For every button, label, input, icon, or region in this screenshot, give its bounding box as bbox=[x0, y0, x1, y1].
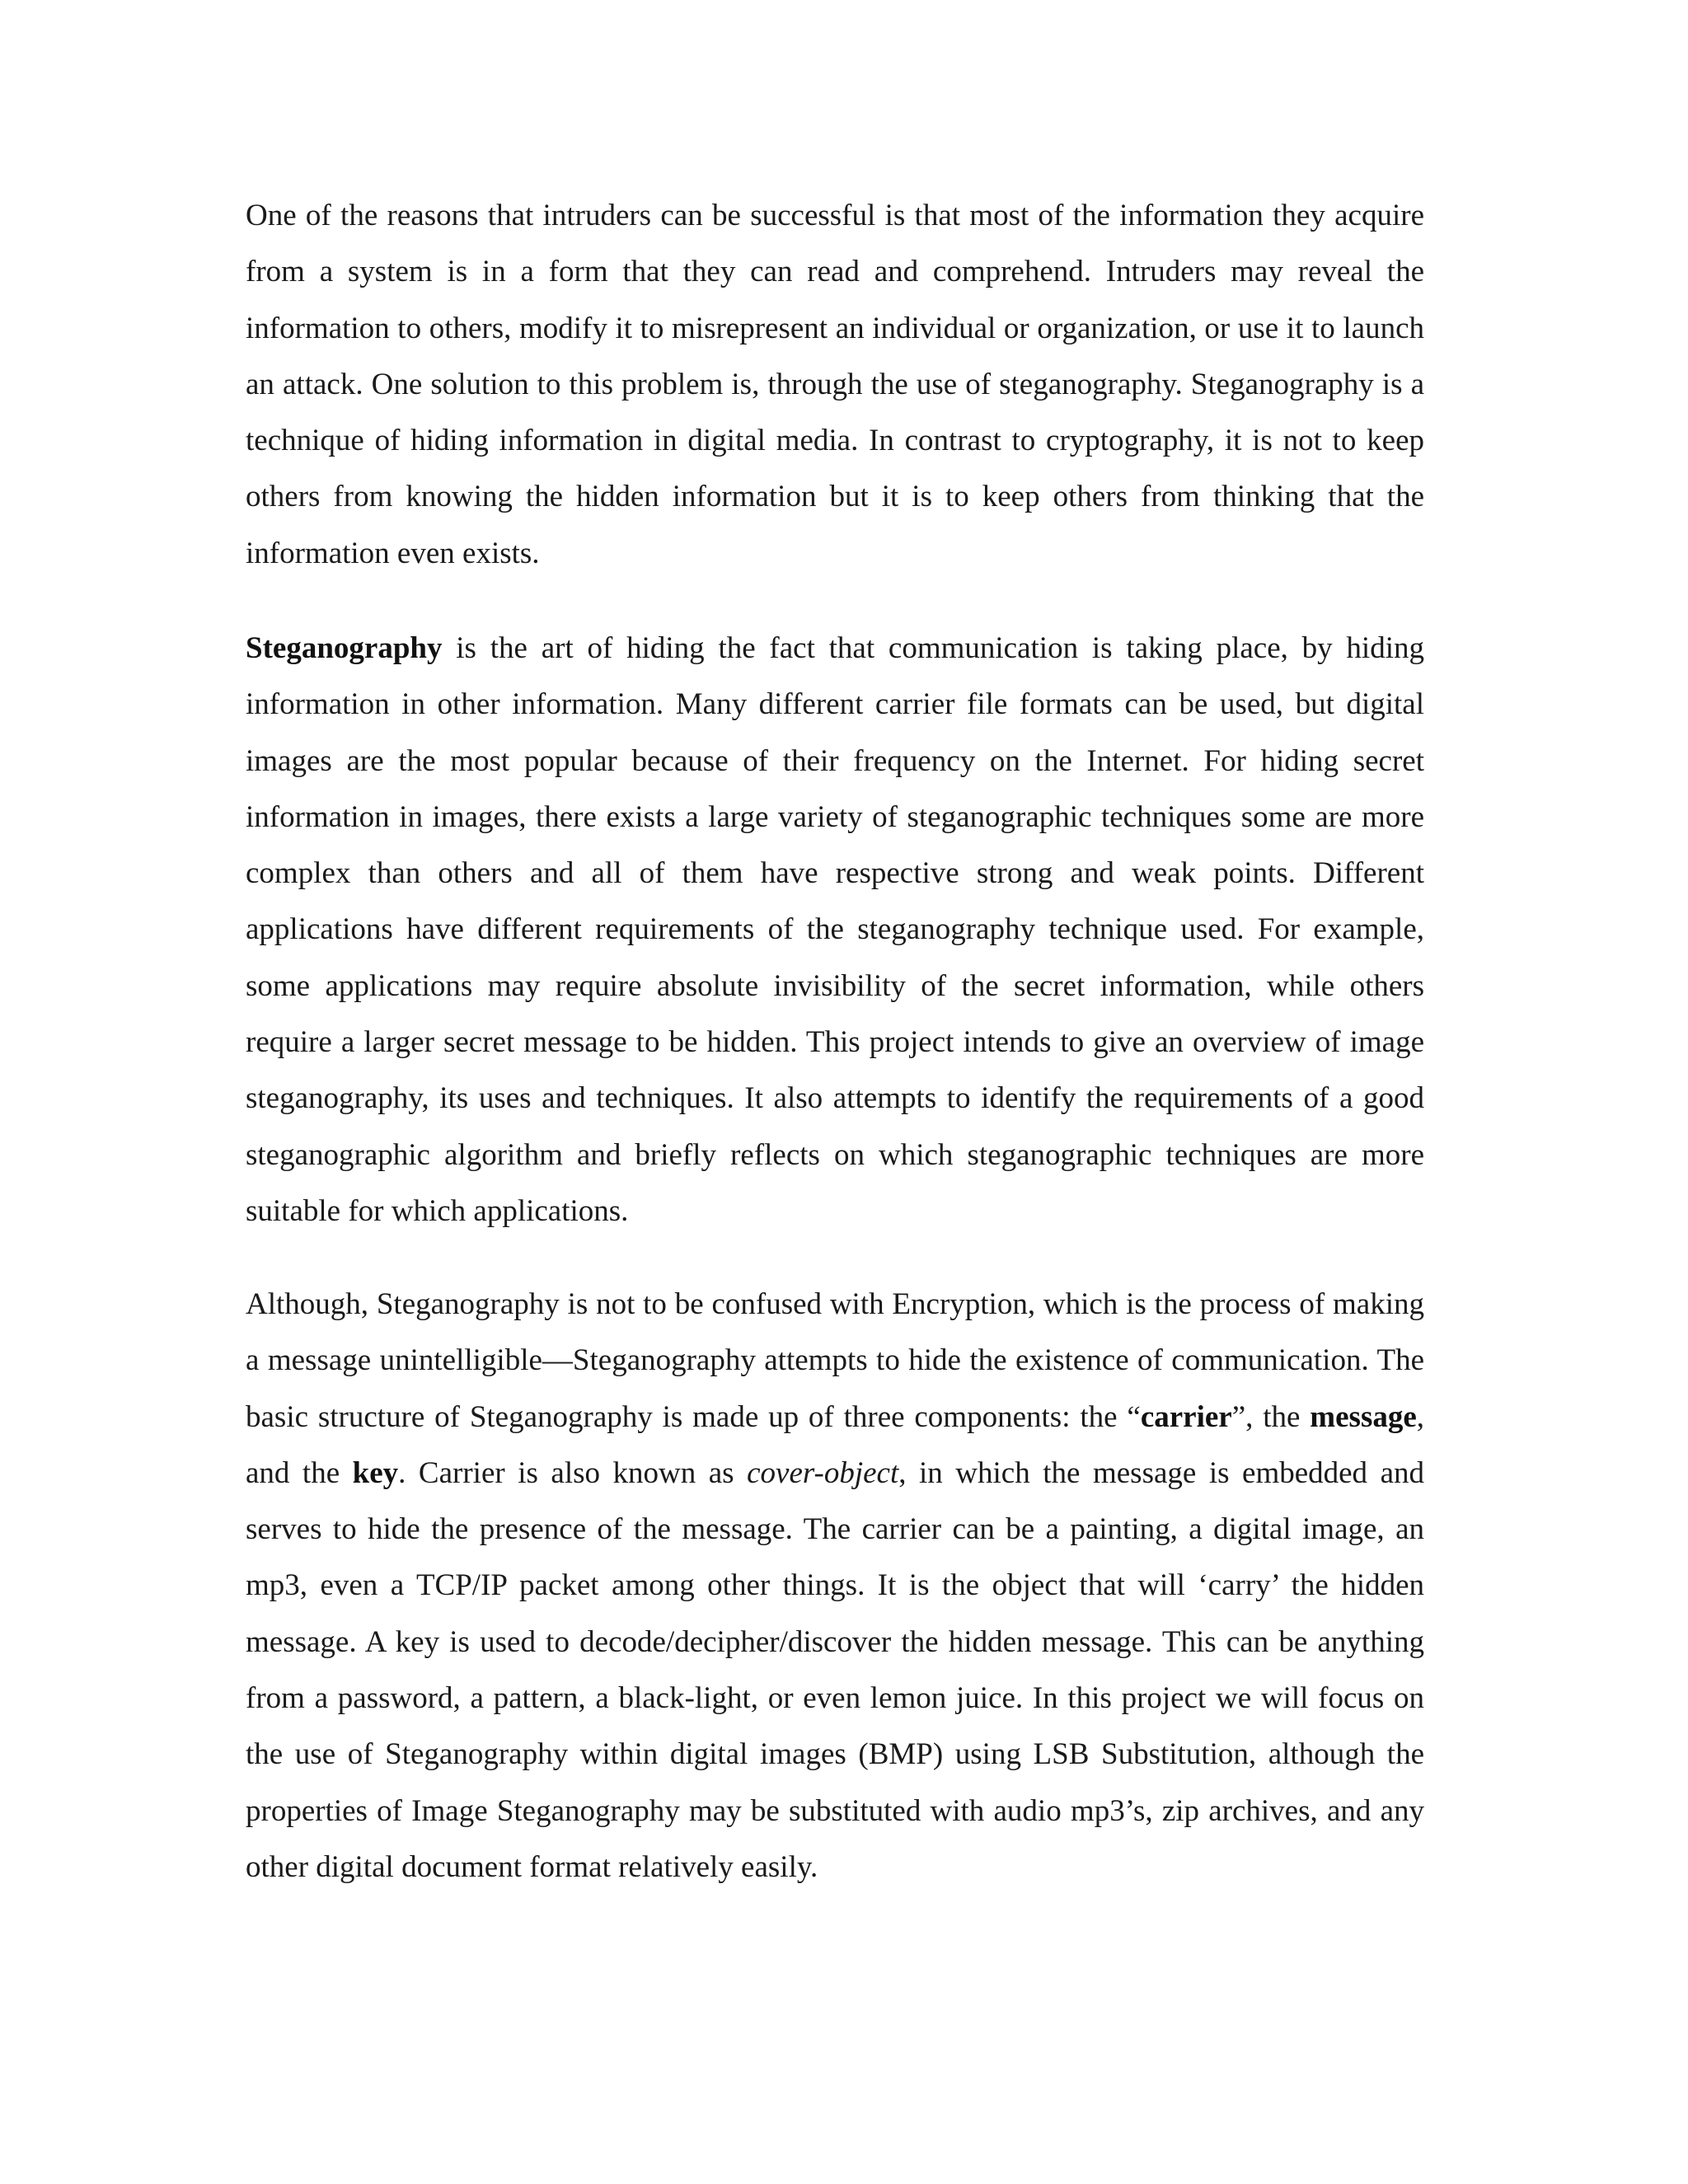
quote-open: “ bbox=[1127, 1399, 1141, 1434]
paragraph-2-body: is the art of hiding the fact that communication is taking place, by hiding information in other information. Many different carrier file formats can be used, but digital images are the most popular because of their frequency on the Internet. For hiding secret information in images, there exists a large variety of steganographic techniques some are more complex than others and all of them have respective strong and weak points. Different applications have different requirements of the steganography technique used. For example, some applications may require absolute invisibility of the secret information, while others require a larger secret message to be hidden. This project intends to give an overview of image steganography, its uses and techniques. It also attempts to identify the requirements of a good steganographic algorithm and briefly reflects on which steganographic techniques are more suitable for which applications. bbox=[246, 631, 1424, 1228]
term-message: message bbox=[1310, 1399, 1417, 1434]
paragraph-3-text bbox=[246, 1277, 1424, 1896]
term-cover-object: cover-object bbox=[747, 1455, 899, 1490]
paragraph-3-part-e: , in which the message is embedded and serves to hide the presence of the message. The carrier can be a painting, a digital image, an mp3, even a TCP/IP packet among other things. It is the object that will ‘carry’ the hidden message. A key is used to decode/decipher/discover the hidden message. This can be anything from a password, a pattern, a black-light, or even lemon juice. In this project we will focus on the use of Steganography within digital images (BMP) using LSB Substitution, although the properties of Image Steganography may be substituted with audio mp3’s, zip archives, and any other digital document format relatively easily. bbox=[246, 1455, 1424, 1884]
paragraph-3-part-a: Although, Steganography is not to be confused with Encryption, which is the process of making a message unintelligible—Steganography attempts to hide the existence of communication. The basic structure of Steganography is made up of three components: the bbox=[246, 1287, 1424, 1434]
paragraph-intruders bbox=[246, 188, 1424, 582]
paragraph-2-text bbox=[246, 621, 1424, 1240]
paragraph-3-part-c: , and the bbox=[246, 1399, 1425, 1490]
quote-close: ” bbox=[1231, 1399, 1246, 1434]
term-key: key bbox=[352, 1455, 399, 1490]
term-carrier: carrier bbox=[1140, 1399, 1232, 1434]
paragraph-3-part-d: . Carrier is also known as bbox=[398, 1455, 748, 1490]
paragraph-structure bbox=[246, 1277, 1424, 1896]
paragraph-1-text: One of the reasons that intruders can be successful is that most of the information they acquire from a system is in a form that they can read and comprehend. Intruders may reveal the information to others, modify it to misrepresent an individual or organization, or use it to launch an attack. One solution to this problem is, through the use of steganography. Steganography is a technique of hiding information in digital media. In contrast to cryptography, it is not to keep others from knowing the hidden information but it is to keep others from thinking that the information even exists. bbox=[246, 199, 1424, 570]
paragraph-steganography-definition bbox=[246, 621, 1424, 1240]
paragraph-3-part-b: , the bbox=[1245, 1399, 1311, 1434]
term-steganography: Steganography bbox=[246, 631, 443, 665]
